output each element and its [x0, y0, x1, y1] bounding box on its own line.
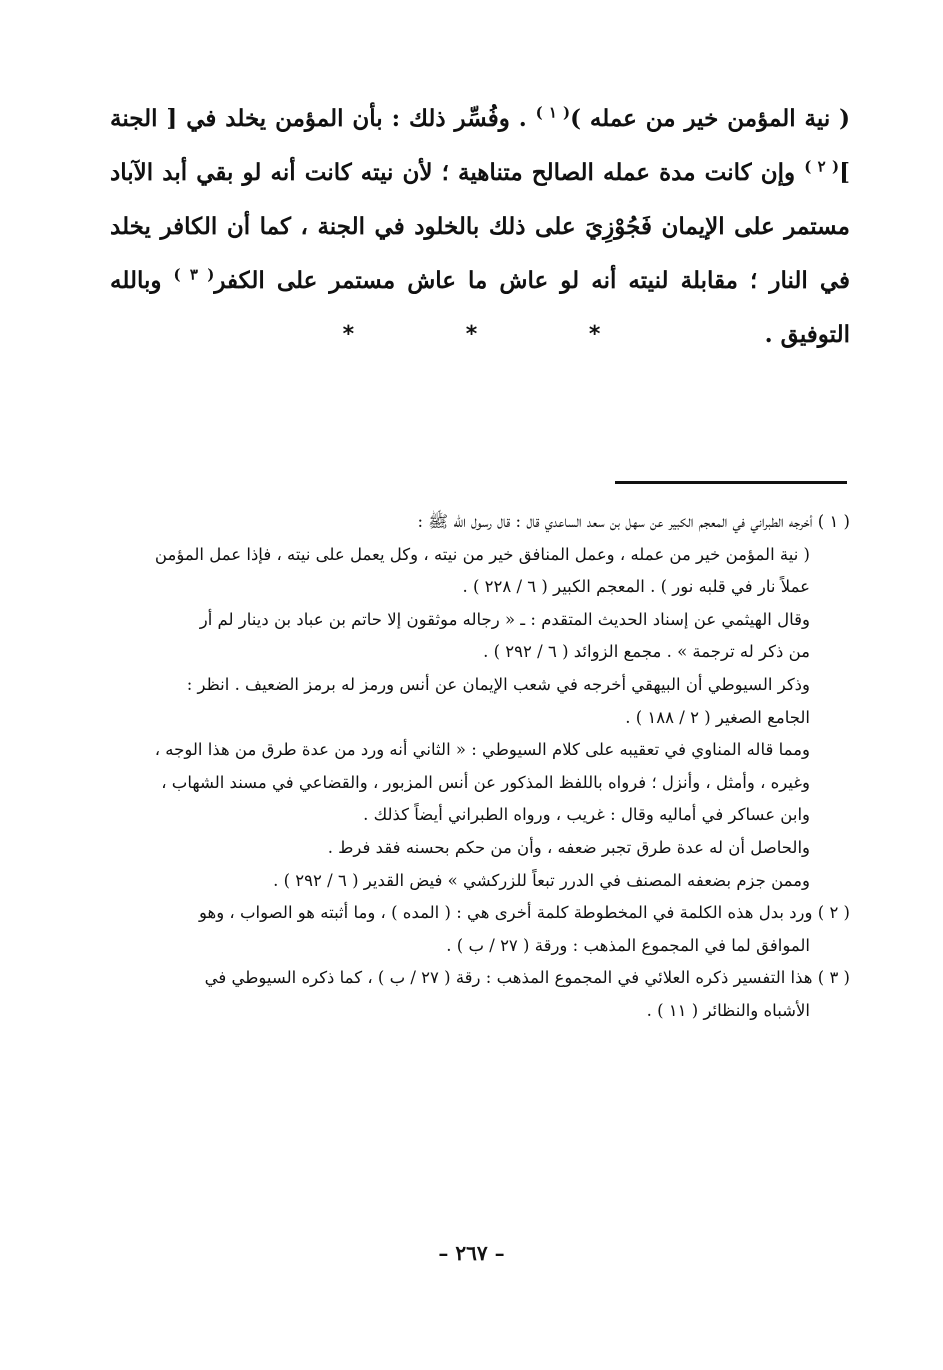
- footnote-ref-3[interactable]: ( ٣ ): [173, 265, 215, 284]
- footnote-ref-1[interactable]: ( ١ ): [535, 103, 571, 122]
- footnote-line: وذكر السيوطي أن البيهقي أخرجه في شعب الإيمان عن أنس ورمز له برمز الضعيف . انظر :: [186, 674, 810, 694]
- footnote-line: وابن عساكر في أماليه وقال : غريب ، ورواه الطبراني أيضاً كذلك .: [363, 805, 810, 825]
- page-number: – ٢٦٧ –: [438, 1241, 505, 1265]
- footnote-line: ( ٢ ) ورد بدل هذه الكلمة في المخطوطة كلمة أخرى هي : ( المده ) ، وما أثبته هو الصواب ، وهو: [198, 903, 850, 923]
- footnote-line: ( نية المؤمن خير من عمله ، وعمل المنافق خير من نيته ، وكل يعمل على نيته ، فإذا عمل المؤمن: [154, 544, 810, 564]
- main-text-segment: وإن كانت مدة عمله الصالح متناهية ؛ لأن نيته كانت أنه لو بقي أبد الآباد مستمر على الإيمان فَجُوْزِيَ على ذلك بالخلود في الجنة ، كما أن الكافر يخلد في النار ؛ مقابلة لنيته أنه لو عاش ما عاش مستمر على الكفر: [110, 159, 851, 294]
- section-separator: * * *: [342, 322, 653, 347]
- main-text-segment: وبالله التوفيق .: [110, 267, 850, 348]
- footnote-ref-2[interactable]: ( ٢ ): [804, 157, 840, 176]
- footnote-line: من ذكر له ترجمة » . مجمع الزوائد ( ٦ / ٢٩٢ ) .: [483, 642, 810, 662]
- footnotes-section: [108, 506, 850, 1028]
- main-text-segment: . وفُسِّر ذلك : بأن المؤمن يخلد في [ الجنة ]: [110, 105, 850, 186]
- footnote-line: الأشباه والنظائر ( ١١ ) .: [646, 1000, 810, 1020]
- footnote-divider: [615, 481, 847, 484]
- footnote-line: وغيره ، وأمثل ، وأنزل ؛ فرواه باللفظ المذكور عن أنس المزبور ، والقضاعي في مسند الشهاب ،: [161, 772, 810, 792]
- footnote-line: ( ٣ ) هذا التفسير ذكره العلائي في المجموع المذهب : رقة ( ٢٧ / ب ) ، كما ذكره السيوطي في: [204, 968, 850, 988]
- footnote-line: ( ١ ) أخرجه الطبراني في المعجم الكبير عن سهل بن سعد الساعدي قال : قال رسول الله ﷺ :: [417, 512, 850, 531]
- footnote-line: الجامع الصغير ( ٢ / ١٨٨ ) .: [625, 707, 810, 727]
- footnote-line: ومما قاله المناوي في تعقيبه على كلام السيوطي : « الثاني أنه ورد من عدة طرق من هذا الوجه ،: [154, 740, 810, 760]
- main-text-segment: ( نية المؤمن خير من عمله ): [570, 105, 850, 132]
- footnote-line: الموافق لما في المجموع المذهب : ورقة ( ٢٧ / ب ) .: [446, 935, 810, 955]
- footnote-line: وممن جزم بضعفه المصنف في الدرر تبعاً للزركشي » فيض القدير ( ٦ / ٢٩٢ ) .: [273, 870, 810, 890]
- footnote-line: والحاصل أن له عدة طرق تجبر ضعفه ، وأن من حكم بحسنه فقد فرط .: [327, 837, 810, 857]
- footnote-line: عملاً نار في قلبه نور ) . المعجم الكبير ( ٦ / ٢٢٨ ) .: [462, 577, 810, 597]
- footnote-line: وقال الهيثمي عن إسناد الحديث المتقدم : ـ « رجاله موثقون إلا حاتم بن عباد بن دينار لم أر: [199, 609, 810, 629]
